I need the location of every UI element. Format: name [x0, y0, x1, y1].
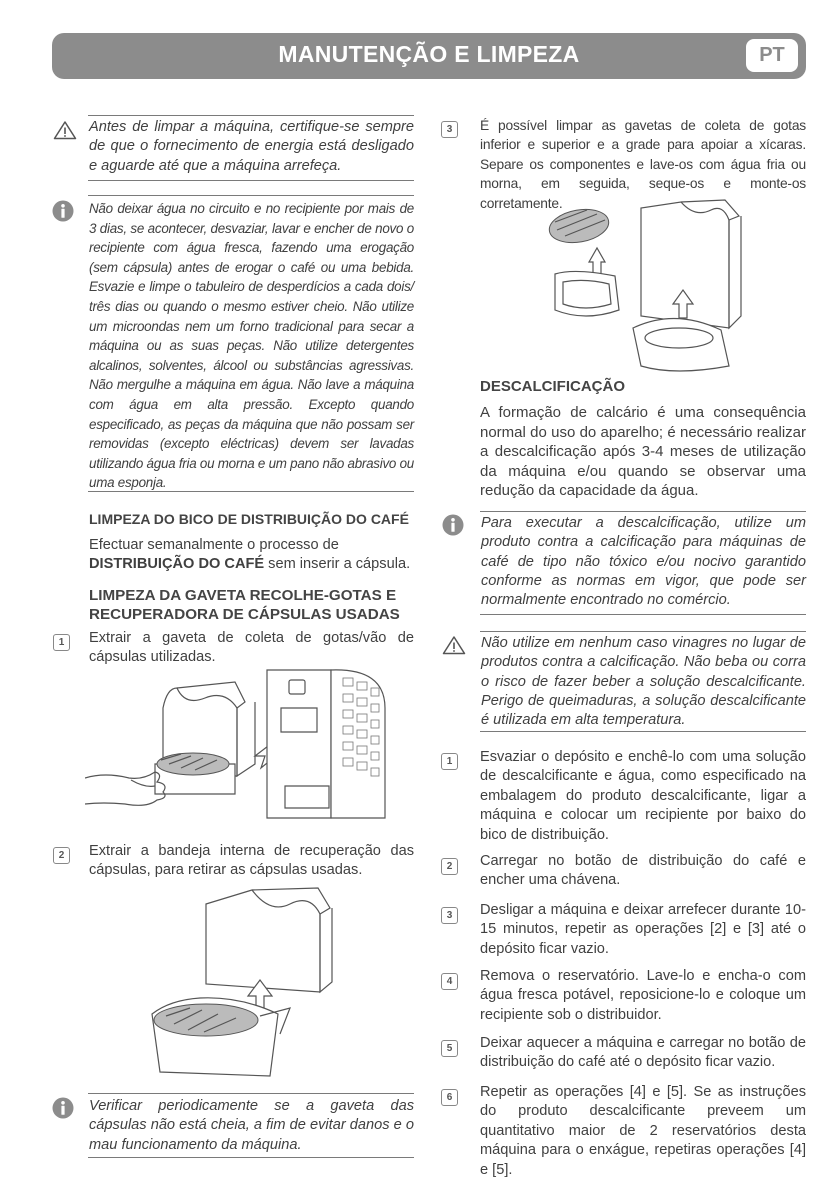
divider: [88, 491, 414, 492]
step-number: 3: [441, 121, 458, 138]
step-number: 1: [53, 634, 70, 651]
page-title: MANUTENÇÃO E LIMPEZA: [278, 41, 580, 67]
descale-step-1: Esvaziar o depósito e enchê-lo com uma solução de descalcificante e água, como especificado na embalagem do produto descalcificante, ligar a máquina e colocar um recipiente por baixo do bico de distribuição.: [480, 749, 806, 843]
divider: [88, 195, 414, 196]
heading-drawer-cleaning: LIMPEZA DA GAVETA RECOLHE-GOTAS E RECUPERADORA DE CÁPSULAS USADAS: [89, 587, 400, 623]
divider: [88, 1093, 414, 1094]
step-number: 1: [441, 753, 458, 770]
drawer-step-1: Extrair a gaveta de coleta de gotas/vão de cápsulas utilizadas.: [89, 630, 414, 666]
divider: [480, 511, 806, 512]
divider: [480, 731, 806, 732]
drip-tray-removal-illustration: [85, 668, 415, 828]
divider: [480, 614, 806, 615]
language-badge: PT: [746, 39, 798, 72]
step-number: 6: [441, 1089, 458, 1106]
info-note-water: Não deixar água no circuito e no recipiente por mais de 3 dias, se acontecer, desvaziar, lavar e encher de novo o recipiente com água fresca, fazendo uma erogação (sem cápsula) antes de erogar o café ou uma bebida. Esvazie e limpe o tabuleiro de desperdícios a cada dois/ três dias ou quando o mesmo estiver cheio. Não utilize um microondas nem um forno tradicional para secar a máquina ou as suas peças. Não utilize detergentes alcalinos, solventes, álcool ou substâncias agressivas. Não mergulhe a máquina em água. Não lave a máquina com água em alta pressão. Excepto quando especificado, as peças da máquina que não possam ser removidas (excepto eléctricas) devem ser lavadas utilizando água fria ou morna e um pano não abrasivo ou uma esponja.: [89, 201, 414, 491]
warning-icon: [442, 635, 466, 655]
descale-step-6: Repetir as operações [4] e [5]. Se as instruções do produto descalcificante preveem um quantitativo maior de 2 reservatórios desta máquina para o enxágue, repetiras operações [4] e [5].: [480, 1084, 806, 1178]
warning-icon: [53, 120, 77, 140]
descale-step-4: Remova o reservatório. Lave-lo e encha-o com água fresca potável, reposicione-lo e coloque um recipiente sob o distribuidor.: [480, 968, 806, 1023]
heading-nozzle-cleaning: LIMPEZA DO BICO DE DISTRIBUIÇÃO DO CAFÉ: [89, 511, 409, 527]
divider: [480, 631, 806, 632]
nozzle-text-part2: sem inserir a cápsula.: [264, 556, 411, 573]
drawer-components-illustration: [545, 198, 745, 374]
descale-step-2: Carregar no botão de distribuição do café e encher uma chávena.: [480, 853, 806, 889]
info-icon: [52, 1097, 74, 1119]
descale-step-5: Deixar aquecer a máquina e carregar no botão de distribuição do café até o depósito ficar vazio.: [480, 1035, 806, 1071]
divider: [88, 1157, 414, 1158]
divider: [88, 115, 414, 116]
drawer-step-3: É possível limpar as gavetas de coleta de gotas inferior e superior e a grade para apoiar a xícaras. Separe os componentes e lave-os com água fria ou morna, em seguida, seque-os e monte-os corretamente.: [480, 118, 806, 211]
step-number: 3: [441, 907, 458, 924]
capsule-tray-removal-illustration: [140, 884, 340, 1084]
warning-note-cooldown: Antes de limpar a máquina, certifique-se sempre de que o fornecimento de energia está desligado e aguarde até que a máquina arrefeça.: [89, 119, 414, 174]
descaling-text: A formação de calcário é uma consequência normal do uso do aparelho; é necessário realizar a descalcificação após 3-4 meses de utilização da máquina e/ou quando se observar uma redução da capacidade da água.: [480, 404, 806, 500]
nozzle-cleaning-text: [89, 536, 414, 575]
nozzle-text-bold: DISTRIBUIÇÃO DO CAFÉ: [89, 556, 265, 573]
info-note-capsule-drawer: Verificar periodicamente se a gaveta das cápsulas não está cheia, a fim de evitar danos e o mau funcionamento da máquina.: [89, 1098, 414, 1153]
info-note-descaler: Para executar a descalcificação, utilize um produto contra a calcificação para máquinas de café de tipo não tóxico e/ou nocivo garantido conforme as normas em vigor, que pode ser normalmente encontrado no comércio.: [481, 515, 806, 609]
section-header: [52, 33, 806, 79]
step-number: 5: [441, 1040, 458, 1057]
heading-descaling: DESCALCIFICAÇÃO: [480, 378, 625, 395]
descale-step-3: Desligar a máquina e deixar arrefecer durante 10-15 minutos, repetir as operações [2] e [3] até o depósito ficar vazio.: [480, 902, 806, 957]
step-number: 4: [441, 973, 458, 990]
step-number: 2: [53, 847, 70, 864]
nozzle-text-part1: Efectuar semanalmente o processo de: [89, 537, 339, 553]
warning-note-vinegar: Não utilize em nenhum caso vinagres no lugar de produtos contra a calcificação. Não beba ou corra o risco de fazer beber a solução descalcificante. Perigo de queimaduras, a solução descalcificante é utilizada em alta temperatura.: [481, 635, 806, 729]
divider: [88, 180, 414, 181]
info-icon: [52, 200, 74, 222]
drawer-step-2: Extrair a bandeja interna de recuperação das cápsulas, para retirar as cápsulas usadas.: [89, 843, 414, 879]
info-icon: [442, 514, 464, 536]
step-number: 2: [441, 858, 458, 875]
